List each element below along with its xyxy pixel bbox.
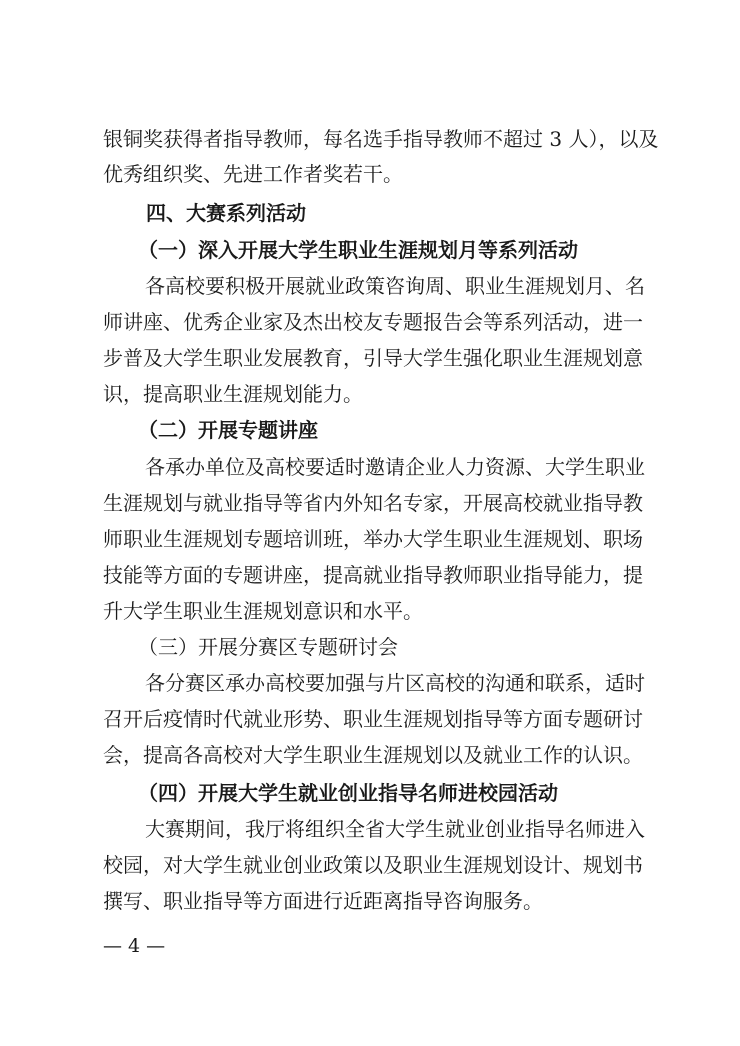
subsection-heading: （一）深入开展大学生职业生涯规划月等系列活动 (138, 238, 578, 262)
subsection-heading: （三）开展分赛区专题研讨会 (138, 635, 398, 659)
subsection-heading: （二）开展专题讲座 (138, 418, 318, 442)
body-paragraph-line: 生涯规划与就业指导等省内外知名专家，开展高校就业指导教 (103, 491, 643, 515)
body-paragraph-line: 优秀组织奖、先进工作者奖若干。 (103, 162, 403, 186)
body-paragraph-line: 识，提高职业生涯规划能力。 (103, 382, 363, 406)
body-paragraph-line: 召开后疫情时代就业形势、职业生涯规划指导等方面专题研讨 (103, 707, 643, 731)
subsection-heading: （四）开展大学生就业创业指导名师进校园活动 (138, 781, 558, 805)
body-paragraph-line: 各高校要积极开展就业政策咨询周、职业生涯规划月、名 (145, 274, 645, 298)
body-paragraph-line: 各分赛区承办高校要加强与片区高校的沟通和联系，适时 (145, 671, 645, 695)
body-paragraph-line: 撰写、职业指导等方面进行近距离指导咨询服务。 (103, 889, 543, 913)
body-paragraph-line: 各承办单位及高校要适时邀请企业人力资源、大学生职业 (145, 455, 645, 479)
body-paragraph-line: 师职业生涯规划专题培训班，举办大学生职业生涯规划、职场 (103, 527, 643, 551)
body-paragraph-line: 师讲座、优秀企业家及杰出校友专题报告会等系列活动，进一 (103, 310, 643, 334)
body-paragraph-line: 校园，对大学生就业创业政策以及职业生涯规划设计、规划书 (103, 853, 643, 877)
body-paragraph-line: 会，提高各高校对大学生职业生涯规划以及就业工作的认识。 (103, 743, 643, 767)
body-paragraph-line: 步普及大学生职业发展教育，引导大学生强化职业生涯规划意 (103, 346, 643, 370)
body-paragraph-line: 银铜奖获得者指导教师，每名选手指导教师不超过 3 人），以及 (103, 127, 659, 151)
body-paragraph-line: 升大学生职业生涯规划意识和水平。 (103, 599, 423, 623)
body-paragraph-line: 大赛期间，我厅将组织全省大学生就业创业指导名师进入 (145, 817, 645, 841)
body-paragraph-line: 技能等方面的专题讲座，提高就业指导教师职业指导能力，提 (103, 563, 643, 587)
section-heading: 四、大赛系列活动 (146, 201, 306, 225)
page-number: — 4 — (103, 935, 166, 957)
